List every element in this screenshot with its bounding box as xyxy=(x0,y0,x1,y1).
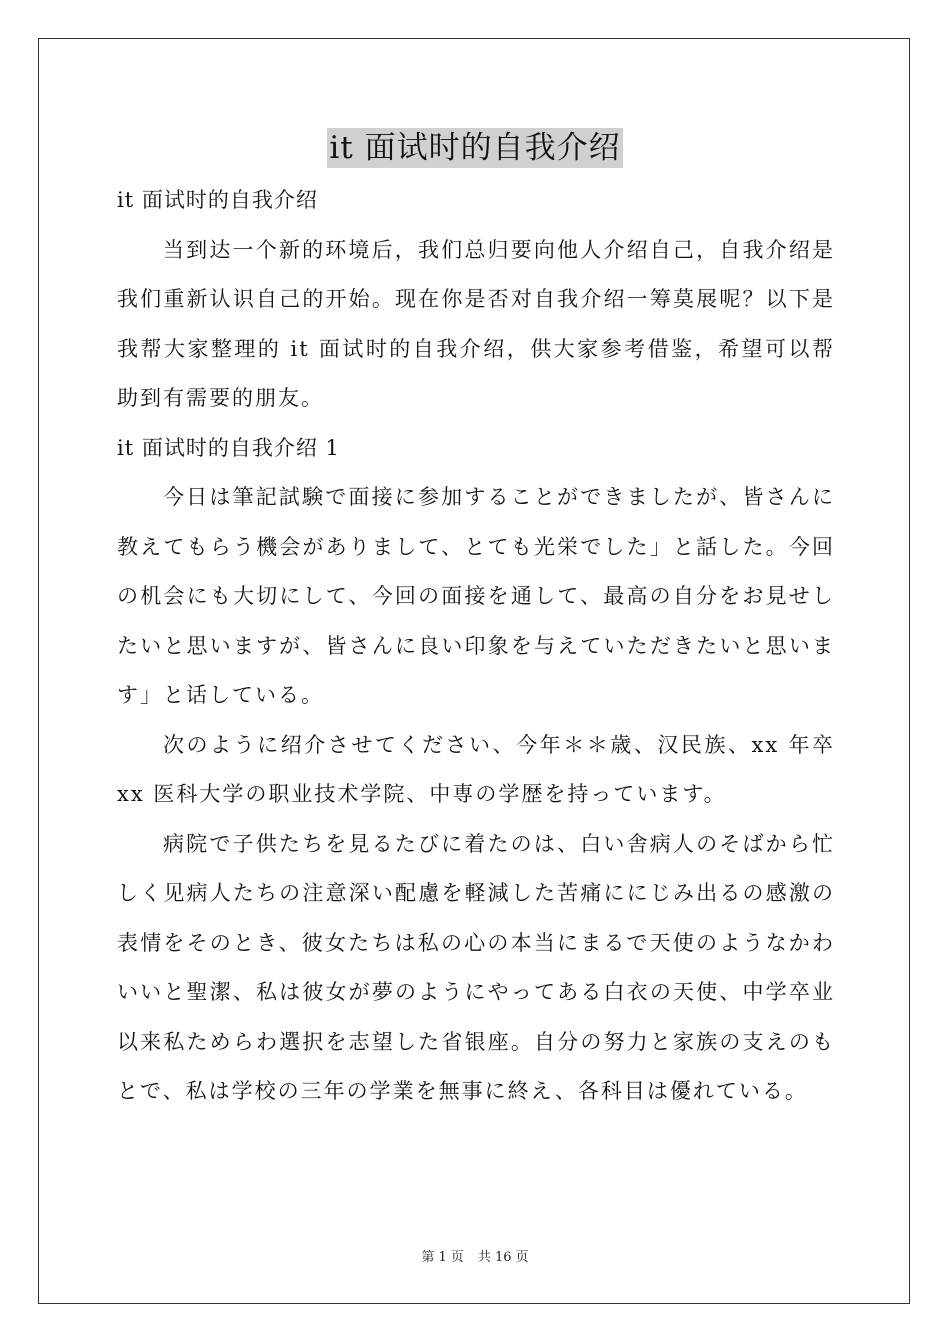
body-paragraph: 次のように绍介させてください、今年＊＊歳、汉民族、xx 年卒 xx 医科大学の职业技术学院、中専の学歴を持っています。 xyxy=(117,732,835,806)
title-container xyxy=(0,128,950,168)
body-paragraph: 病院で子供たちを見るたびに着たのは、白い舎病人のそばから忙しく见病人たちの注意深い配慮を軽減した苦痛ににじみ出るの感激の表情をそのとき、彼女たちは私の心の本当にまるで天使のようなかわいいと聖潔、私は彼女が夢のようにやってある白衣の天使、中学卒业以来私ためらわ選択を志望した省银座。自分の努力と家族の支えのもとで、私は学校の三年の学業を無事に終え、各科目は優れている。 xyxy=(117,831,835,1103)
body-paragraph: 今日は筆記試験で面接に参加することができましたが、皆さんに教えてもらう機会がありまして、とても光栄でした」と話した。今回の机会にも大切にして、今回の面接を通して、最高の自分をお見せしたいと思いますが、皆さんに良い印象を与えていただきたいと思います」と话している。 xyxy=(117,485,835,707)
document-body xyxy=(117,176,835,1117)
intro-paragraph: 当到达一个新的环境后，我们总归要向他人介绍自己，自我介绍是我们重新认识自己的开始。现在你是否对自我介绍一筹莫展呢？以下是我帮大家整理的 it 面试时的自我介绍，供大家参考借鉴，希望可以帮助到有需要的朋友。 xyxy=(117,237,835,410)
page-total: 共 16 页 xyxy=(477,1250,529,1265)
document-title: it 面试时的自我介绍 xyxy=(329,130,621,166)
page-footer xyxy=(0,1246,950,1265)
section-heading: it 面试时的自我介绍 xyxy=(117,188,318,212)
page-number: 第 1 页 xyxy=(421,1250,464,1265)
section-heading-1: it 面试时的自我介绍 1 xyxy=(117,435,340,460)
